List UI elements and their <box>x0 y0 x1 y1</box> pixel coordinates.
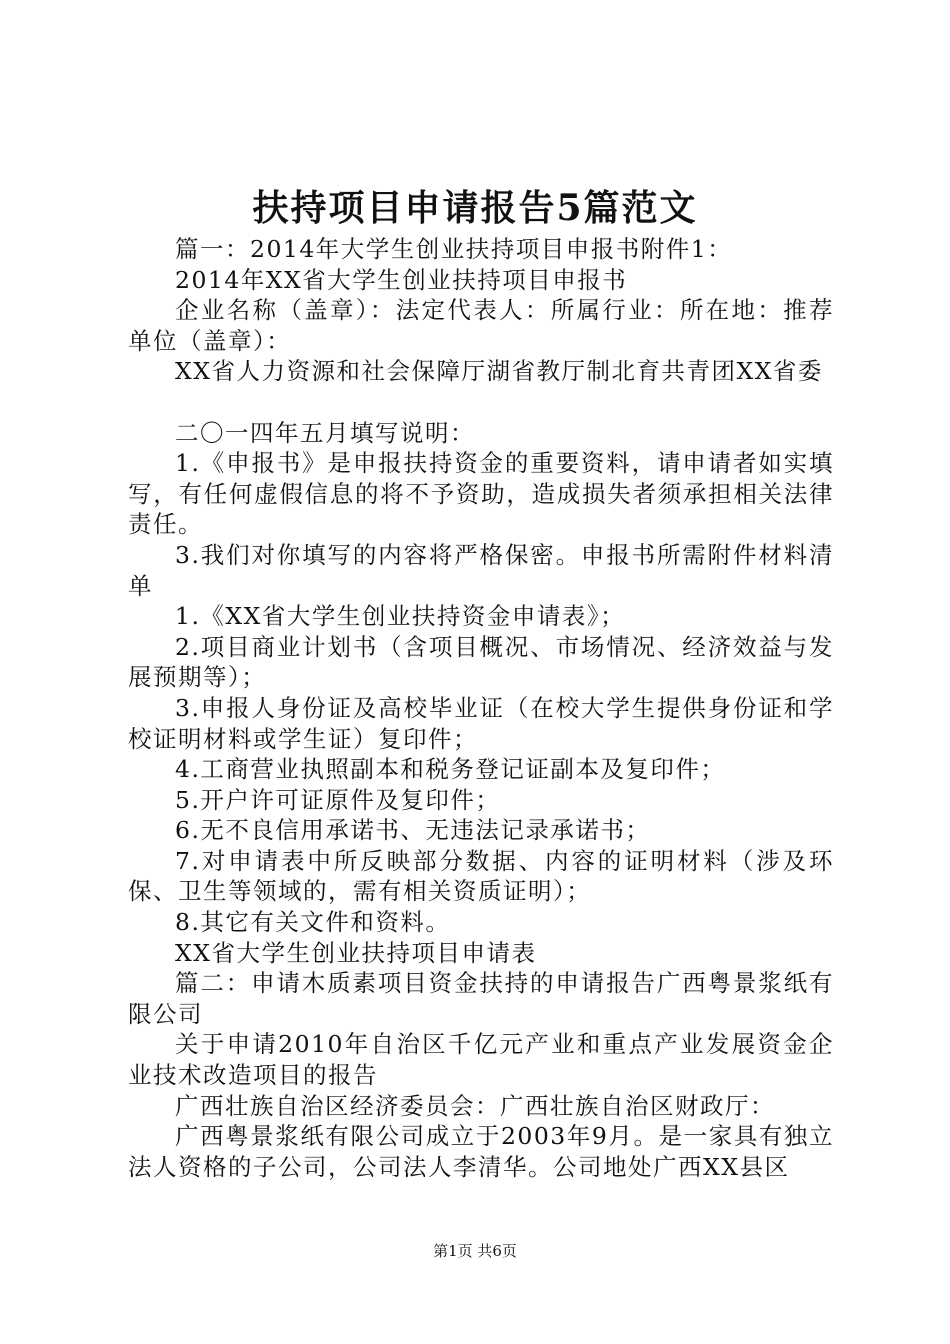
paragraph: 1.《XX省大学生创业扶持资金申请表》； <box>175 602 626 631</box>
paragraph: 企业名称（盖章）：法定代表人：所属行业：所在地：推荐单位（盖章）： <box>128 296 834 355</box>
paragraph: 篇一：2014年大学生创业扶持项目申报书附件1： <box>175 235 733 263</box>
paragraph: 广西壮族自治区经济委员会：广西壮族自治区财政厅： <box>175 1091 775 1120</box>
document-title: 扶持项目申请报告5篇范文 <box>252 187 698 229</box>
paragraph: 2.项目商业计划书（含项目概况、市场情况、经济效益与发展预期等）； <box>128 632 834 692</box>
paragraph: 8.其它有关文件和资料。 <box>175 908 451 937</box>
paragraph: 关于申请2010年自治区千亿元产业和重点产业发展资金企业技术改造项目的报告 <box>128 1030 834 1090</box>
paragraph: 3.我们对你填写的内容将严格保密。申报书所需附件材料清单 <box>128 540 834 600</box>
paragraph: 6.无不良信用承诺书、无违法记录承诺书； <box>175 816 651 845</box>
paragraph: 2014年XX省大学生创业扶持项目申报书 <box>175 265 628 294</box>
paragraph: 篇二：申请木质素项目资金扶持的申请报告广西粤景浆纸有限公司 <box>128 969 834 1028</box>
paragraph: 1.《申报书》是申报扶持资金的重要资料，请申请者如实填写，有任何虚假信息的将不予资助，造成损失者须承担相关法律责任。 <box>128 449 834 539</box>
paragraph: XX省人力资源和社会保障厅湖省教厅制北育共青团XX省委 <box>175 357 823 386</box>
paragraph: 广西粤景浆纸有限公司成立于2003年9月。是一家具有独立法人资格的子公司，公司法人李清华。公司地处广西XX县区 <box>128 1122 834 1181</box>
paragraph: 7.对申请表中所反映部分数据、内容的证明材料（涉及环保、卫生等领域的，需有相关资质证明）； <box>128 846 834 906</box>
paragraph: 5.开户许可证原件及复印件； <box>175 785 501 814</box>
paragraph: 二〇一四年五月填写说明： <box>175 418 475 447</box>
paragraph: 4.工商营业执照副本和税务登记证副本及复印件； <box>175 755 726 784</box>
document-body <box>128 234 834 1182</box>
page-number-footer: 第1页 共6页 <box>433 1242 517 1260</box>
paragraph: XX省大学生创业扶持项目申请表 <box>175 938 537 967</box>
paragraph: 3.申报人身份证及高校毕业证（在校大学生提供身份证和学校证明材料或学生证）复印件； <box>128 693 834 753</box>
